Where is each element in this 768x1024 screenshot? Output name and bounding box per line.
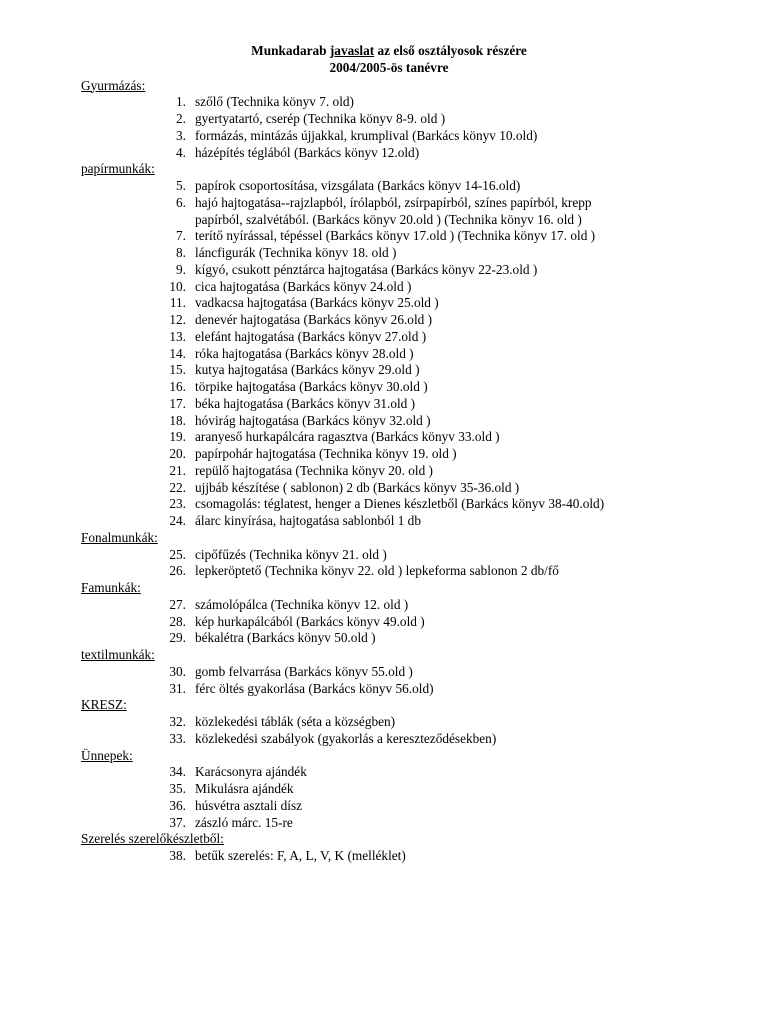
list-item-number: 10.	[169, 278, 186, 294]
list-item	[0, 664, 768, 681]
title-part1: Munkadarab	[251, 43, 330, 58]
list-item-number: 13.	[169, 328, 186, 344]
list-item-number: 29.	[169, 630, 186, 646]
list-item-text: aranyeső hurkapálcára ragasztva (Barkács könyv 33.old )	[195, 429, 500, 445]
list-item-text: törpike hajtogatása (Barkács könyv 30.old )	[195, 379, 428, 394]
list-item-number: 27.	[169, 596, 186, 612]
list-item-number: 9.	[176, 261, 186, 277]
section-heading	[81, 647, 155, 664]
list-item-number: 7.	[176, 228, 186, 244]
list-item-number: 15.	[169, 362, 186, 378]
list-item	[0, 681, 768, 698]
list-item	[0, 195, 768, 212]
list-item	[0, 279, 768, 296]
list-item-text: denevér hajtogatása (Barkács könyv 26.old )	[195, 312, 433, 327]
list-item	[0, 429, 768, 446]
list-item-number: 34.	[169, 764, 186, 780]
list-item-number: 5.	[176, 178, 186, 193]
list-item	[0, 798, 768, 815]
list-item-number: 21.	[169, 462, 186, 478]
list-item	[0, 329, 768, 346]
list-item-number: 2.	[176, 111, 186, 126]
list-item-text: szőlő (Technika könyv 7. old)	[195, 94, 354, 110]
list-item	[0, 496, 768, 513]
list-item-text: zászló márc. 15-re	[195, 814, 293, 830]
list-item-text: cipőfűzés (Technika könyv 21. old )	[195, 546, 387, 562]
list-item	[0, 597, 768, 614]
list-item-text: papírok csoportosítása, vizsgálata (Barkács könyv 14-16.old)	[195, 178, 521, 193]
list-item-number: 3.	[176, 127, 186, 143]
section-heading-text: textilmunkák:	[81, 647, 155, 662]
list-item-text: róka hajtogatása (Barkács könyv 28.old )	[195, 345, 414, 361]
list-item-number: 32.	[169, 714, 186, 729]
list-item	[0, 145, 768, 162]
list-item-number: 24.	[169, 513, 186, 528]
list-item-text: lepkeröptető (Technika könyv 22. old ) lepkeforma sablonon 2 db/fő	[195, 563, 559, 579]
section-heading	[81, 78, 145, 95]
list-item-text: házépítés téglából (Barkács könyv 12.old)	[195, 144, 420, 160]
list-item-text: Karácsonyra ajándék	[195, 764, 307, 780]
list-item	[0, 178, 768, 195]
list-item	[0, 262, 768, 279]
list-item	[0, 111, 768, 128]
section-heading	[81, 161, 155, 178]
document-subtitle: 2004/2005-ös tanévre	[329, 60, 449, 75]
list-item-text: kutya hajtogatása (Barkács könyv 29.old )	[195, 362, 420, 378]
list-item-text: békalétra (Barkács könyv 50.old )	[195, 630, 376, 646]
list-item-text: gomb felvarrása (Barkács könyv 55.old )	[195, 663, 413, 679]
list-item-number: 11.	[169, 295, 186, 311]
list-item-number: 23.	[169, 496, 186, 512]
list-item-number: 35.	[169, 781, 186, 796]
list-item	[0, 396, 768, 413]
section-heading-text: Famunkák:	[81, 580, 141, 595]
list-item-text: hajó hajtogatása--rajzlapból, írólapból, zsírpapírból, színes papírból, krepp	[195, 194, 592, 210]
list-item	[0, 295, 768, 312]
list-item-continuation: papírból, szalvétából. (Barkács könyv 20.old ) (Technika könyv 16. old )	[195, 211, 582, 227]
list-item-number: 6.	[176, 194, 186, 210]
list-item	[0, 714, 768, 731]
list-item-number: 36.	[169, 797, 186, 813]
section-heading-text: KRESZ:	[81, 697, 127, 713]
list-item-number: 4.	[176, 144, 186, 160]
list-item-text: közlekedési szabályok (gyakorlás a kereszteződésekben)	[195, 730, 497, 746]
list-item-text: cica hajtogatása (Barkács könyv 24.old )	[195, 278, 412, 294]
list-item-text: repülő hajtogatása (Technika könyv 20. old )	[195, 462, 433, 478]
list-item-text: elefánt hajtogatása (Barkács könyv 27.old )	[195, 328, 427, 344]
list-item-number: 20.	[169, 446, 186, 461]
list-item-number: 31.	[169, 680, 186, 696]
list-item-number: 19.	[169, 429, 186, 445]
section-heading-text: Ünnepek:	[81, 747, 133, 763]
list-item-number: 17.	[169, 395, 186, 411]
list-item-text: formázás, mintázás újjakkal, krumplival (Barkács könyv 10.old)	[195, 127, 538, 143]
list-item-text: férc öltés gyakorlása (Barkács könyv 56.old)	[195, 680, 434, 696]
list-item-number: 33.	[169, 730, 186, 746]
list-item	[0, 731, 768, 748]
section-heading-text: Szerelés szerelőkészletből:	[81, 831, 224, 847]
list-item-text: gyertyatartó, cserép (Technika könyv 8-9. old )	[195, 111, 446, 126]
list-item	[0, 446, 768, 463]
list-item-number: 8.	[176, 245, 186, 260]
list-item	[0, 848, 768, 865]
document-title	[0, 43, 768, 60]
list-item-number: 28.	[169, 613, 186, 629]
section-heading-text: Fonalmunkák:	[81, 529, 158, 545]
list-item-text: kígyó, csukott pénztárca hajtogatása (Barkács könyv 22-23.old )	[195, 261, 538, 277]
section-heading	[81, 530, 158, 547]
list-item-number: 26.	[169, 563, 186, 579]
list-item-number: 22.	[169, 479, 186, 495]
list-item-text: hóvirág hajtogatása (Barkács könyv 32.old )	[195, 412, 431, 428]
section-heading	[81, 580, 141, 597]
list-item-text: közlekedési táblák (séta a községben)	[195, 714, 396, 729]
section-heading-colon: :	[141, 77, 146, 93]
list-item-text: húsvétra asztali dísz	[195, 797, 303, 813]
list-item-text: Mikulásra ajándék	[195, 781, 294, 796]
list-item	[0, 379, 768, 396]
section-heading	[81, 748, 133, 765]
list-item	[0, 480, 768, 497]
list-item	[0, 362, 768, 379]
list-item	[0, 228, 768, 245]
list-item-text: csomagolás: téglatest, henger a Dienes készletből (Barkács könyv 38-40.old)	[195, 496, 605, 512]
list-item-text: kép hurkapálcából (Barkács könyv 49.old )	[195, 613, 425, 629]
list-item-number: 30.	[169, 663, 186, 679]
list-item-text: álarc kinyírása, hajtogatása sablonból 1 db	[195, 513, 421, 528]
list-item-text: béka hajtogatása (Barkács könyv 31.old )	[195, 395, 416, 411]
section-heading	[81, 697, 127, 714]
list-item-text: láncfigurák (Technika könyv 18. old )	[195, 245, 397, 260]
list-item	[0, 128, 768, 145]
list-item-number: 38.	[169, 848, 186, 863]
list-item	[0, 815, 768, 832]
list-item-text: papírpohár hajtogatása (Technika könyv 19. old )	[195, 446, 457, 461]
list-item-number: 16.	[169, 379, 186, 394]
list-item	[0, 463, 768, 480]
list-item	[0, 513, 768, 530]
list-item	[0, 781, 768, 798]
list-item-number: 1.	[176, 94, 186, 110]
list-item	[0, 630, 768, 647]
section-heading	[81, 831, 224, 848]
list-item-number: 37.	[169, 814, 186, 830]
list-item	[0, 614, 768, 631]
list-item-text: terítő nyírással, tépéssel (Barkács könyv 17.old ) (Technika könyv 17. old )	[195, 228, 596, 244]
list-item	[0, 563, 768, 580]
section-heading-text: Gyurmázás	[81, 77, 142, 93]
list-item-number: 12.	[169, 312, 186, 327]
list-item	[0, 94, 768, 111]
list-item-text: ujjbáb készítése ( sablonon) 2 db (Barkács könyv 35-36.old )	[195, 479, 520, 495]
list-item	[0, 547, 768, 564]
list-item	[0, 413, 768, 430]
title-part2: az első osztályosok részére	[374, 43, 527, 58]
list-item-text: vadkacsa hajtogatása (Barkács könyv 25.old )	[195, 295, 439, 311]
list-item	[0, 312, 768, 329]
list-item-number: 18.	[169, 412, 186, 428]
list-item-number: 14.	[169, 345, 186, 361]
list-item-number: 25.	[169, 546, 186, 562]
title-underlined-word: javaslat	[329, 43, 375, 58]
list-item-text: számolópálca (Technika könyv 12. old )	[195, 596, 409, 612]
list-item-text: betűk szerelés: F, A, L, V, K (melléklet)	[195, 848, 406, 863]
list-item	[0, 764, 768, 781]
section-heading-text: papírmunkák:	[81, 161, 155, 177]
list-item	[0, 245, 768, 262]
list-item	[0, 346, 768, 363]
